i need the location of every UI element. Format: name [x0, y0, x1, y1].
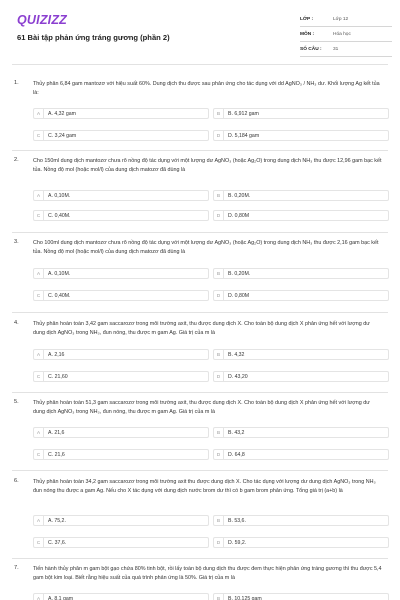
option-d[interactable]: [213, 449, 389, 460]
option-text: C. 37,6.: [48, 539, 67, 546]
question-number: 6.: [14, 478, 19, 484]
option-letter: B: [214, 350, 224, 359]
divider: [12, 558, 388, 559]
quizizz-logo: QUIZIZZ: [17, 13, 68, 27]
option-a[interactable]: [33, 349, 209, 360]
option-letter: B: [214, 269, 224, 278]
question-text: Thủy phân hoàn toàn 34,2 gam saccarozơ trong môi trường axit thu được dung dịch X. Cho tác dụng với lượng dư dung dịch AgNO₃ trong NH₃ đun nóng thu được a gam Ag. Nếu cho X tác dụng với dung dịch nước brom dư thì có b gam brom phản ứng. Tổng giá trị (a+b) là: [33, 479, 376, 495]
divider: [12, 392, 388, 393]
question-number: 5.: [14, 399, 19, 405]
option-text: C. 0,40M.: [48, 292, 71, 299]
option-letter: B: [214, 594, 224, 600]
question-text: Thủy phân hoàn toàn 51,3 gam saccarozơ trong môi trường axit, thu được dung dịch X. Cho toàn bộ dung dịch X phản ứng hết với lượng dư dung dịch AgNO₃ trong NH₃, đun nóng, thu được m gam Ag. Giá trị của m là: [33, 400, 370, 416]
question-text: Tiến hành thủy phân m gam bột gạo chứa 80% tinh bột, rồi lấy toàn bộ dung dịch thu được đem thực hiện phản ứng tráng gương thì thu được 5,4 gam bột kim loại. Biết rằng hiệu suất của quá trình phản ứng là 50%. Giá trị của m là: [33, 566, 382, 582]
meta-row-count: [300, 42, 392, 57]
option-b[interactable]: [213, 190, 389, 201]
divider: [12, 150, 388, 151]
option-text: B. 0,20M.: [228, 192, 251, 199]
question-text: Thủy phân 6,84 gam mantozơ với hiệu suất 60%. Dung dịch thu được sau phản ứng cho tác dụng với dd AgNO₃ / NH₃ dư. Khối lượng Ag kết tủa là:: [33, 81, 380, 97]
option-letter: C: [34, 211, 44, 220]
option-b[interactable]: [213, 108, 389, 119]
option-letter: C: [34, 450, 44, 459]
option-c[interactable]: [33, 449, 209, 460]
option-text: D. 64,8: [228, 451, 245, 458]
option-letter: D: [214, 372, 224, 381]
option-b[interactable]: [213, 427, 389, 438]
option-text: D. 59,2.: [228, 539, 247, 546]
meta-value: 31: [333, 46, 339, 52]
divider: [12, 312, 388, 313]
option-text: C. 0,40M.: [48, 212, 71, 219]
option-letter: A: [34, 594, 44, 600]
option-letter: A: [34, 516, 44, 525]
option-letter: C: [34, 538, 44, 547]
option-text: A. 0,10M.: [48, 270, 71, 277]
option-letter: B: [214, 428, 224, 437]
option-letter: D: [214, 211, 224, 220]
page-title: 61 Bài tập phản ứng tráng gương (phần 2): [17, 33, 170, 42]
meta-label: SỐ CÂU :: [300, 46, 322, 52]
option-c[interactable]: [33, 290, 209, 301]
option-d[interactable]: [213, 210, 389, 221]
option-b[interactable]: [213, 593, 389, 600]
option-letter: D: [214, 538, 224, 547]
question-number: 2.: [14, 157, 19, 163]
option-a[interactable]: [33, 190, 209, 201]
divider: [12, 470, 388, 471]
header: [0, 0, 400, 70]
meta-row-subject: [300, 27, 392, 42]
option-text: C. 3,24 gam: [48, 132, 77, 139]
option-letter: B: [214, 109, 224, 118]
meta-info-table: [300, 12, 392, 57]
option-letter: C: [34, 372, 44, 381]
meta-row-class: [300, 12, 392, 27]
option-text: D. 0,80M: [228, 292, 250, 299]
option-letter: D: [214, 450, 224, 459]
option-text: D. 5,184 gam: [228, 132, 260, 139]
option-b[interactable]: [213, 515, 389, 526]
option-text: C. 21,6: [48, 451, 65, 458]
option-d[interactable]: [213, 371, 389, 382]
meta-label: LỚP :: [300, 16, 314, 22]
option-a[interactable]: [33, 268, 209, 279]
option-text: B. 4,32: [228, 351, 245, 358]
option-a[interactable]: [33, 593, 209, 600]
divider: [12, 64, 388, 65]
option-b[interactable]: [213, 268, 389, 279]
option-a[interactable]: [33, 515, 209, 526]
option-d[interactable]: [213, 130, 389, 141]
option-letter: A: [34, 350, 44, 359]
option-text: A. 0,10M.: [48, 192, 71, 199]
option-letter: D: [214, 291, 224, 300]
divider: [12, 232, 388, 233]
option-text: D. 0,80M: [228, 212, 250, 219]
option-letter: D: [214, 131, 224, 140]
option-c[interactable]: [33, 130, 209, 141]
option-letter: B: [214, 516, 224, 525]
question-number: 4.: [14, 320, 19, 326]
meta-label: MÔN :: [300, 31, 315, 37]
option-a[interactable]: [33, 427, 209, 438]
option-text: C. 21,60: [48, 373, 68, 380]
question-text: Cho 150ml dung dịch mantozơ chưa rõ nồng độ tác dụng với một lượng dư AgNO₃ (hoặc Ag₂O) trong dung dịch NH₃ thu được 12,96 gam bạc kết tủa. Nồng độ mol (hoặc mol/l) của dung dịch matozơ đã dùng là: [33, 158, 382, 174]
option-text: A. 4,32 gam: [48, 110, 76, 117]
option-text: A. 2,16: [48, 351, 65, 358]
option-letter: B: [214, 191, 224, 200]
option-d[interactable]: [213, 537, 389, 548]
question-number: 7.: [14, 565, 19, 571]
option-c[interactable]: [33, 371, 209, 382]
option-text: B. 6,912 gam: [228, 110, 259, 117]
option-text: A. 8,1 gam: [48, 595, 74, 600]
option-letter: A: [34, 109, 44, 118]
option-text: B. 53,6.: [228, 517, 246, 524]
option-d[interactable]: [213, 290, 389, 301]
option-text: A. 21,6: [48, 429, 65, 436]
option-c[interactable]: [33, 537, 209, 548]
question-number: 3.: [14, 239, 19, 245]
meta-value: Lớp 12: [333, 16, 349, 22]
meta-value: Hóa học: [333, 31, 351, 37]
question-text: Thủy phân hoàn toàn 3,42 gam saccarozơ trong môi trường axit, thu được dung dịch X. Cho toàn bộ dung dịch X phản ứng hết với lượng dư dung dịch AgNO₃ trong NH₃, đun nóng, thu được m gam Ag. Giá trị của m là: [33, 321, 370, 337]
option-b[interactable]: [213, 349, 389, 360]
option-text: D. 43,20: [228, 373, 248, 380]
question-text: Cho 100ml dung dịch mantozơ chưa rõ nồng độ tác dụng với một lượng dư AgNO₃ (hoặc Ag₂O) trong dung dịch NH₃ thu được 2,16 gam bạc kết tủa. Nồng độ mol (hoặc mol/l) của dung dịch matozơ đã dùng là: [33, 240, 379, 256]
option-letter: C: [34, 131, 44, 140]
option-text: B. 43,2: [228, 429, 245, 436]
option-text: A. 75,2.: [48, 517, 66, 524]
option-letter: A: [34, 428, 44, 437]
option-letter: A: [34, 191, 44, 200]
option-c[interactable]: [33, 210, 209, 221]
option-letter: C: [34, 291, 44, 300]
question-number: 1.: [14, 80, 19, 86]
option-text: B. 0,20M.: [228, 270, 251, 277]
option-a[interactable]: [33, 108, 209, 119]
option-letter: A: [34, 269, 44, 278]
option-text: B. 10,125 gam: [228, 595, 262, 600]
